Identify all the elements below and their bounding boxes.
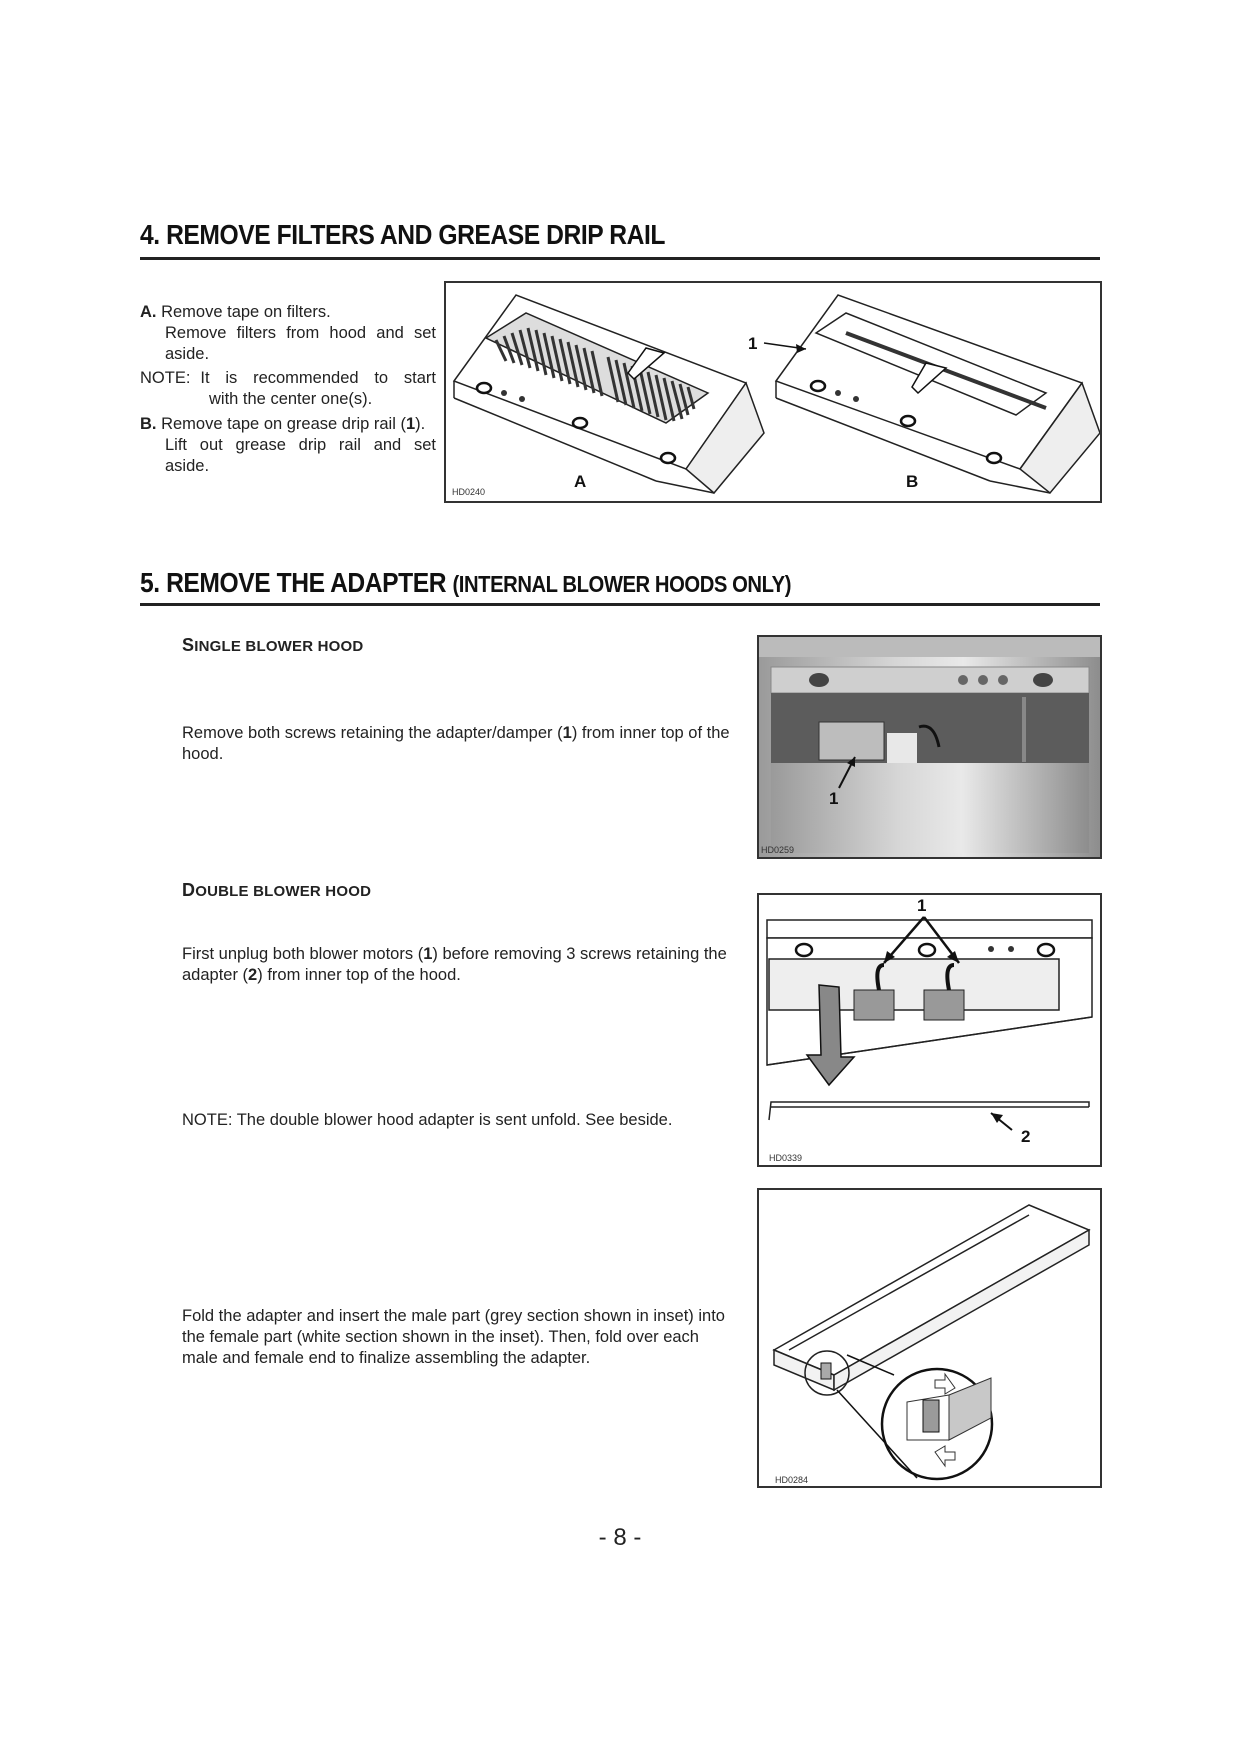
step-a-label: A.	[140, 303, 157, 321]
note-line1: It is recommended to start	[200, 369, 436, 387]
fold-adapter-text: Fold the adapter and insert the male part (grey section shown in inset) into the female part (white section shown in the inset). Then, fold over each male and female end to finalize assembling the adapter.	[182, 1307, 725, 1367]
single-blower-heading: SINGLE BLOWER HOOD	[182, 635, 364, 655]
figure-hd0284	[757, 1188, 1102, 1488]
step-b-line1-pre: Remove tape on grease drip rail (	[161, 415, 406, 433]
section-5-title-main: 5. REMOVE THE ADAPTER	[140, 567, 447, 598]
note-label: NOTE:	[140, 369, 191, 387]
section-5-rule	[140, 603, 1100, 606]
double-blower-heading: DOUBLE BLOWER HOOD	[182, 880, 372, 900]
figure-code-hd0259: HD0259	[761, 845, 795, 855]
section-4-instructions	[140, 302, 436, 477]
hood-filters-drawing	[446, 283, 1100, 501]
figure-label-a: A	[574, 472, 587, 491]
note-line2: with the center one(s).	[209, 390, 373, 408]
single-blower-callout: 1	[829, 789, 839, 808]
double-blower-drawing	[759, 895, 1100, 1165]
section-4-rule	[140, 257, 1100, 260]
section-5-title	[140, 567, 791, 599]
figure-label-b: B	[906, 472, 919, 491]
single-blower-text: Remove both screws retaining the adapter/damper (1) from inner top of the hood.	[182, 724, 730, 763]
step-b-line2: Lift out grease drip rail and set	[165, 436, 436, 454]
step-a-line2: Remove filters from hood and set	[165, 324, 436, 342]
figure-callout-1: 1	[748, 334, 758, 353]
section-4-title: 4. REMOVE FILTERS AND GREASE DRIP RAIL	[140, 219, 665, 250]
step-a-line3: aside.	[165, 345, 210, 363]
figure-code-hd0339: HD0339	[769, 1153, 803, 1163]
step-b-callout: 1	[405, 415, 416, 433]
double-blower-callout-1: 1	[917, 896, 927, 915]
figure-code-hd0240: HD0240	[452, 487, 486, 497]
step-b-label: B.	[140, 415, 157, 433]
double-blower-note: NOTE: The double blower hood adapter is sent unfold. See beside.	[182, 1111, 673, 1129]
figure-code-hd0284: HD0284	[775, 1475, 809, 1485]
figure-hd0240	[444, 281, 1102, 503]
section-5-title-sub: (INTERNAL BLOWER HOODS ONLY)	[452, 571, 792, 597]
step-a-line1: Remove tape on filters.	[161, 303, 331, 321]
page-number: - 8 -	[598, 1524, 642, 1551]
double-blower-callout-2: 2	[1021, 1127, 1031, 1146]
single-blower-photo	[759, 637, 1100, 857]
double-blower-text: First unplug both blower motors (1) before removing 3 screws retaining the adapter (2) from inner top of the hood.	[182, 945, 727, 984]
figure-hd0339	[757, 893, 1102, 1167]
fold-adapter-drawing	[759, 1190, 1100, 1486]
step-b-line3: aside.	[165, 457, 210, 475]
figure-hd0259	[757, 635, 1102, 859]
step-b-line1-post: ).	[415, 415, 426, 433]
